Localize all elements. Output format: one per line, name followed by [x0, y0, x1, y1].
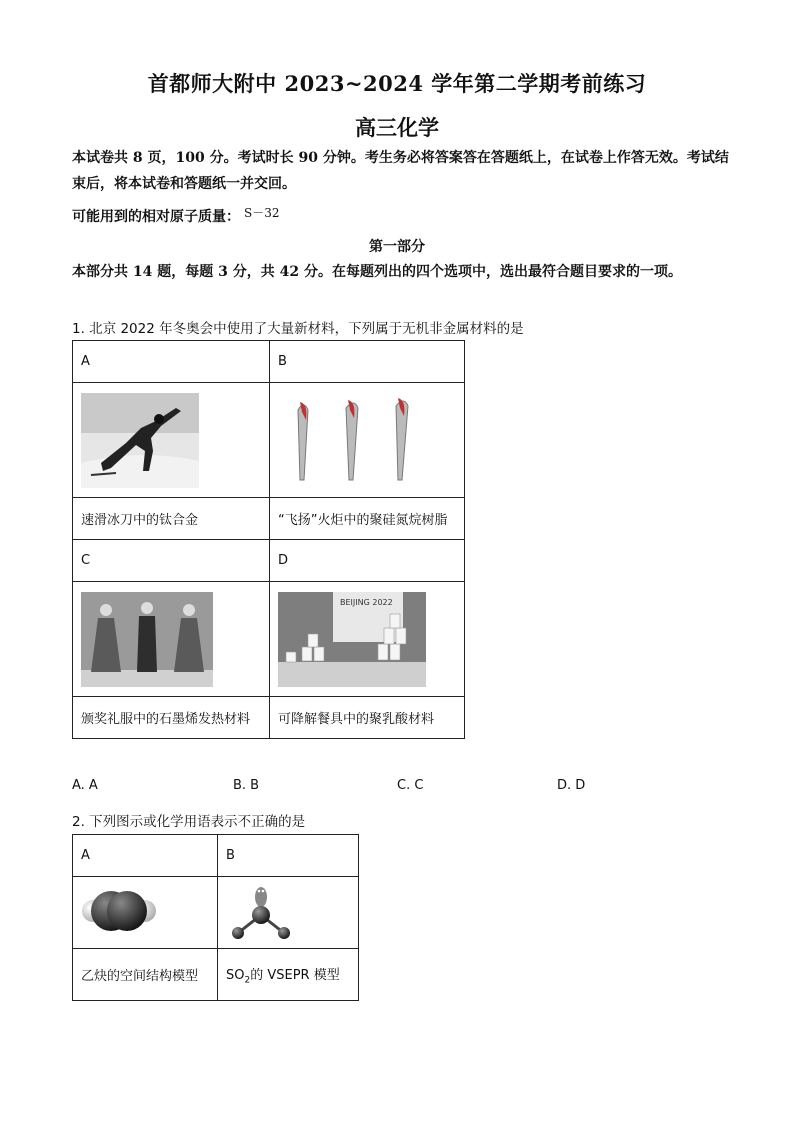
q1-image-cell-d [270, 582, 465, 697]
q1-letter-a: A [73, 341, 270, 383]
q2-image-cell-a [73, 877, 218, 949]
q1-option-b: B. B [233, 778, 260, 793]
exam-title: 首都师大附中 2023~2024 学年第二学期考前练习 [147, 71, 647, 96]
q2-caption-b-suffix: 的 VSEPR 模型 [250, 967, 340, 983]
exam-subject: 高三化学 [355, 115, 439, 140]
atomic-mass-label: 可能用到的相对原子质量： [72, 209, 240, 225]
q2-caption-b-prefix: SO [226, 967, 245, 983]
q1-caption-a: 速滑冰刀中的钛合金 [73, 498, 270, 540]
q1-image-cell-c [73, 582, 270, 697]
q2-caption-a: 乙炔的空间结构模型 [73, 949, 218, 1001]
question-2-table [72, 834, 359, 1001]
q1-image-cell-a [73, 383, 270, 498]
q2-letter-a: A [73, 835, 218, 877]
question-1-table [72, 340, 465, 739]
q1-caption-d: 可降解餐具中的聚乳酸材料 [270, 697, 465, 739]
q1-caption-b: “飞扬”火炬中的聚硅氮烷树脂 [270, 498, 465, 540]
acetylene-space-filling-model [81, 886, 157, 936]
atomic-mass-value: S－32 [244, 206, 280, 220]
question-1-stem: 1. 北京 2022 年冬奥会中使用了大量新材料，下列属于无机非金属材料的是 [72, 321, 524, 337]
q1-option-d: D. D [557, 778, 586, 793]
speed-skater-photo [81, 393, 199, 488]
torch-photo [278, 390, 428, 490]
ceremony-dress-photo [81, 592, 213, 687]
beijing-2022-banner: BEIJING 2022 [340, 597, 393, 607]
q2-letter-b: B [218, 835, 359, 877]
q1-letter-b: B [270, 341, 465, 383]
so2-vsepr-model [226, 879, 296, 943]
q1-option-a: A. A [72, 778, 98, 793]
q2-image-cell-b [218, 877, 359, 949]
q1-letter-d: D [270, 540, 465, 582]
q1-letter-c: C [73, 540, 270, 582]
q1-image-cell-b [270, 383, 465, 498]
exam-instructions: 本试卷共 8 页，100 分。考试时长 90 分钟。考生务必将答案答在答题纸上，在试卷上作答无效。考试结束后，将本试卷和答题纸一并交回。 [72, 150, 729, 192]
q2-caption-b [218, 949, 359, 1001]
part-one-description: 本部分共 14 题，每题 3 分，共 42 分。在每题列出的四个选项中，选出最符合题目要求的一项。 [72, 264, 682, 280]
q1-option-c: C. C [397, 778, 424, 793]
part-one-title: 第一部分 [369, 239, 425, 255]
q1-caption-c: 颁奖礼服中的石墨烯发热材料 [73, 697, 270, 739]
question-2-stem: 2. 下列图示或化学用语表示不正确的是 [72, 814, 306, 830]
q2-caption-b-subscript: 2 [244, 975, 251, 986]
tableware-photo [278, 592, 426, 687]
atomic-mass-line [72, 202, 280, 228]
